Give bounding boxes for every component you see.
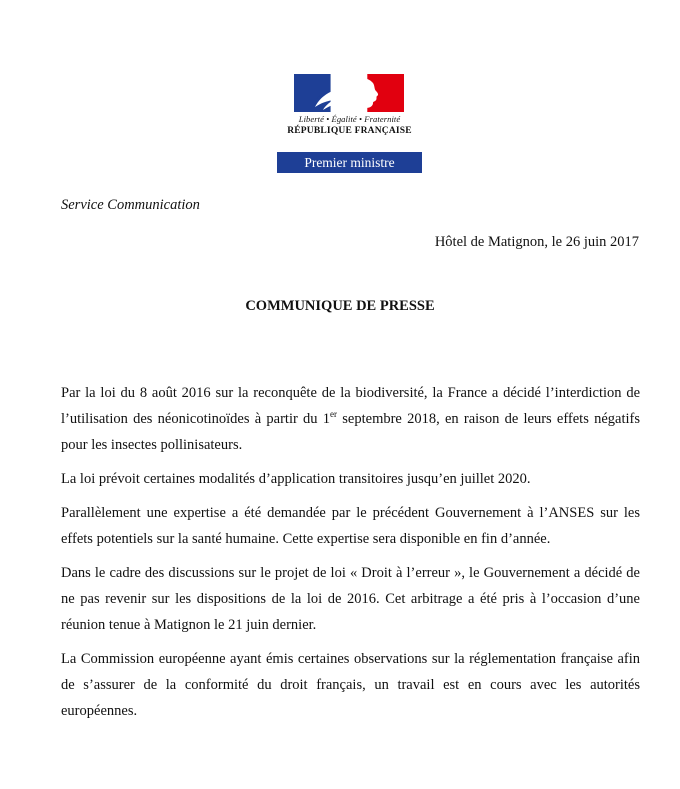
logo-republic-name: RÉPUBLIQUE FRANÇAISE <box>287 126 412 136</box>
logo-motto: Liberté • Égalité • Fraternité <box>298 114 401 124</box>
press-release-title: COMMUNIQUE DE PRESSE <box>245 298 435 314</box>
service-label: Service Communication <box>61 197 200 213</box>
logo-office-banner: Premier ministre <box>277 152 422 173</box>
paragraph-1 <box>61 380 640 458</box>
paragraph-1-start: Par la loi du 8 août 2016 sur la reconquête de la biodiversité, la France a décidé l’interdiction de l’utilisation des néonicotinoïdes à partir du 1 <box>61 385 640 427</box>
ordinal-superscript: er <box>330 409 338 419</box>
paragraph-3: Parallèlement une expertise a été demandée par le précédent Gouvernement à l’ANSES sur les effets potentiels sur la santé humaine. Cette expertise sera disponible en fin d’année. <box>61 505 640 547</box>
paragraph-1-end: septembre 2018, en raison de leurs effets négatifs pour les insectes pollinisateurs. <box>61 411 640 453</box>
marianne-flag-icon <box>294 74 404 112</box>
paragraph-2: La loi prévoit certaines modalités d’application transitoires jusqu’en juillet 2020. <box>61 471 531 487</box>
paragraph-4: Dans le cadre des discussions sur le projet de loi « Droit à l’erreur », le Gouvernement a décidé de ne pas revenir sur les dispositions de la loi de 2016. Cet arbitrage a été pris à l’occasion d’une réunion tenue à Matignon le 21 juin dernier. <box>61 565 640 633</box>
dateline: Hôtel de Matignon, le 26 juin 2017 <box>434 234 639 250</box>
paragraph-5: La Commission européenne ayant émis certaines observations sur la réglementation française afin de s’assurer de la conformité du droit français, un travail est en cours avec les autorités européennes. <box>61 651 640 719</box>
press-release-body <box>61 380 640 732</box>
